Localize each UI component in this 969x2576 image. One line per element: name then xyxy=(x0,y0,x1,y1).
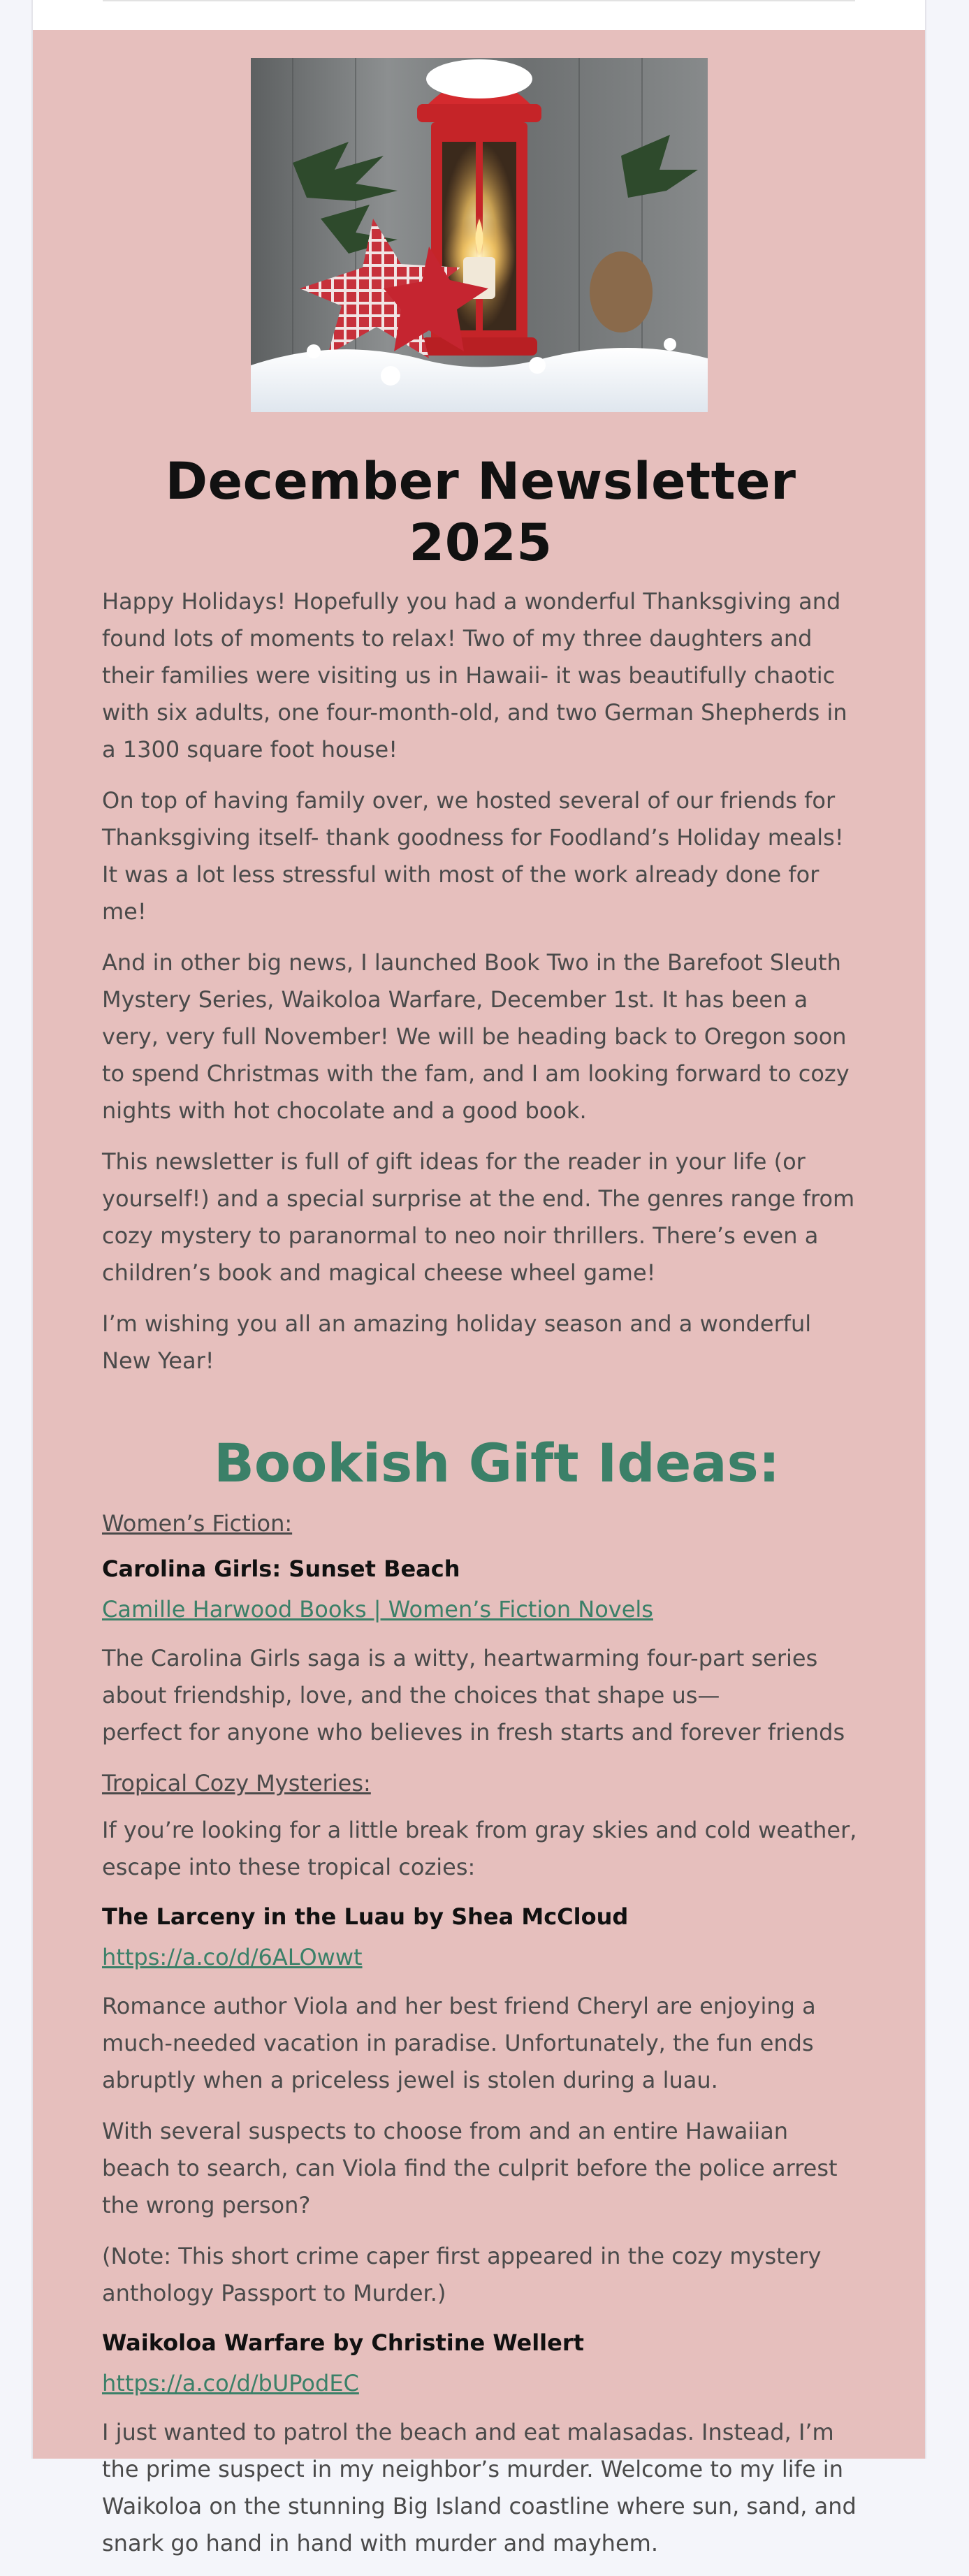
larceny-description-2: With several suspects to choose from and an entire Hawaiian beach to search, can Viola find the culprit before the police arrest the wrong person? xyxy=(102,2117,838,2218)
larceny-description-1: Romance author Viola and her best friend Cheryl are enjoying a much-needed vacation in paradise. Unfortunately, the fun ends abruptly when a priceless jewel is stolen during a luau. xyxy=(102,1992,816,2093)
book-title-waikoloa-warfare: Waikoloa Warfare by Christine Wellert xyxy=(102,2329,584,2356)
larceny-note: (Note: This short crime caper first appeared in the cozy mystery anthology Passport to Murder.) xyxy=(102,2242,822,2306)
book-title-larceny-in-the-luau: The Larceny in the Luau by Shea McCloud xyxy=(102,1903,629,1930)
intro-paragraph-2: On top of having family over, we hosted several of our friends for Thanksgiving itself- thank goodness for Foodland’s Holiday meals! It was a lot less stressful with most of the work already done for me! xyxy=(102,787,844,925)
intro-paragraph-1: Happy Holidays! Hopefully you had a wonderful Thanksgiving and found lots of moments to relax! Two of my three daughters and their families were visiting us in Hawaii- it was beautifully chaotic with six adults, one four-month-old, and two German Shepherds in a 1300 square foot house! xyxy=(102,588,847,763)
hero-image-christmas-lantern xyxy=(251,58,708,412)
lantern-illustration xyxy=(251,58,708,412)
section-label-womens-fiction: Women’s Fiction: xyxy=(102,1509,293,1537)
intro-paragraph-3: And in other big news, I launched Book Two in the Barefoot Sleuth Mystery Series, Waikoloa Warfare, December 1st. It has been a very, very full November! We will be heading back to Oregon soon to spend Christmas with the fam, and I am looking forward to cozy nights with hot chocolate and a good book. xyxy=(102,949,850,1125)
tropical-cozy-intro: If you’re looking for a little break from gray skies and cold weather, escape into these tropical cozies: xyxy=(102,1816,857,1880)
header-strip xyxy=(33,0,925,30)
newsletter-body xyxy=(102,433,859,2576)
intro-paragraph-5: I’m wishing you all an amazing holiday season and a wonderful New Year! xyxy=(102,1310,812,1375)
carolina-girls-description-line-2: perfect for anyone who believes in fresh starts and forever friends xyxy=(102,1718,845,1746)
gift-ideas-heading: Bookish Gift Ideas: xyxy=(214,1432,780,1495)
newsletter-title: December Newsletter 2025 xyxy=(165,452,796,573)
link-camille-harwood-books[interactable]: Camille Harwood Books | Women’s Fiction Novels xyxy=(102,1595,653,1623)
book-title-carolina-girls: Carolina Girls: Sunset Beach xyxy=(102,1555,460,1582)
waikoloa-description: I just wanted to patrol the beach and eat malasadas. Instead, I’m the prime suspect in my neighbor’s murder. Welcome to my life in Waikoloa on the stunning Big Island coastline where sun, sand, and snark go hand in hand with murder and mayhem. xyxy=(102,2418,857,2556)
link-waikoloa-warfare[interactable]: https://a.co/d/bUPodEC xyxy=(102,2369,359,2396)
intro-paragraph-4: This newsletter is full of gift ideas for the reader in your life (or yourself!) and a special surprise at the end. The genres range from cozy mystery to paranormal to neo noir thrillers. There’s even a children’s book and magical cheese wheel game! xyxy=(102,1148,855,1287)
carolina-girls-description-line-1: The Carolina Girls saga is a witty, heartwarming four-part series about friendship, love, and the choices that shape us— xyxy=(102,1644,818,1708)
link-larceny-in-the-luau[interactable]: https://a.co/d/6ALOwwt xyxy=(102,1943,363,1970)
divider xyxy=(103,0,855,1)
section-label-tropical-cozy: Tropical Cozy Mysteries: xyxy=(102,1769,371,1796)
newsletter-container xyxy=(31,0,926,2556)
carolina-girls-description xyxy=(102,1640,859,1751)
